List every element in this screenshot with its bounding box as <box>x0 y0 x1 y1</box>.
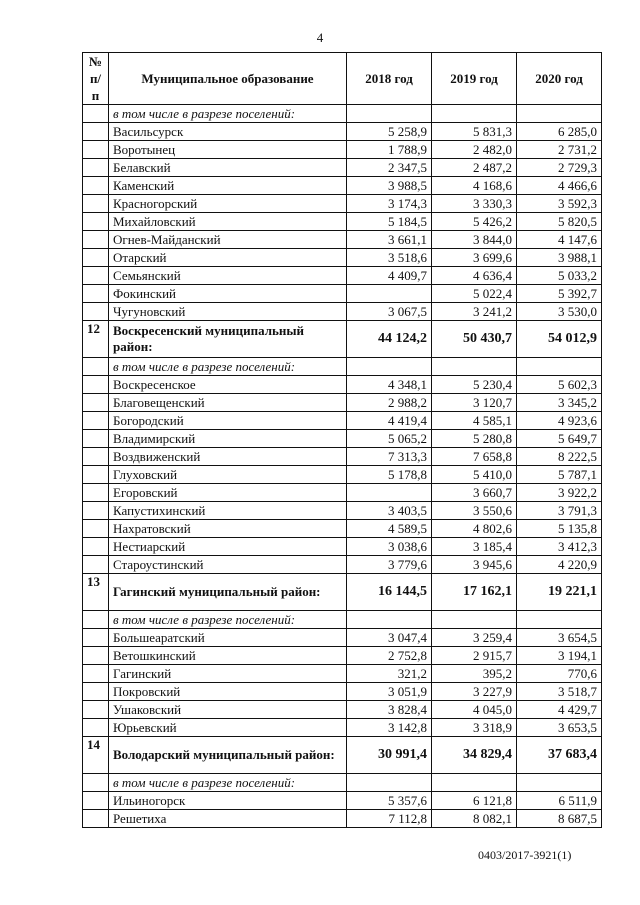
table-row <box>83 810 602 828</box>
row-number <box>83 647 109 665</box>
value-2019: 8 082,1 <box>432 810 517 828</box>
row-name: Егоровский <box>109 484 347 502</box>
value-2018: 44 124,2 <box>347 321 432 358</box>
value-2020: 3 194,1 <box>517 647 602 665</box>
value-2020 <box>517 611 602 629</box>
value-2020: 8 222,5 <box>517 448 602 466</box>
row-name: Староустинский <box>109 556 347 574</box>
value-2019: 2 915,7 <box>432 647 517 665</box>
value-2020: 6 285,0 <box>517 123 602 141</box>
row-name: Гагинский муниципальный район: <box>109 574 347 611</box>
row-number <box>83 303 109 321</box>
table-row <box>83 520 602 538</box>
subheading-row <box>83 358 602 376</box>
value-2020: 3 592,3 <box>517 195 602 213</box>
row-name: Красногорский <box>109 195 347 213</box>
header-2020: 2020 год <box>517 53 602 105</box>
table-row <box>83 502 602 520</box>
row-number <box>83 141 109 159</box>
value-2019: 3 844,0 <box>432 231 517 249</box>
table-row <box>83 683 602 701</box>
value-2018: 7 112,8 <box>347 810 432 828</box>
value-2019: 50 430,7 <box>432 321 517 358</box>
value-2019: 3 185,4 <box>432 538 517 556</box>
value-2019: 3 330,3 <box>432 195 517 213</box>
value-2018: 3 828,4 <box>347 701 432 719</box>
table-row <box>83 123 602 141</box>
value-2019: 5 410,0 <box>432 466 517 484</box>
value-2018: 5 184,5 <box>347 213 432 231</box>
table-row <box>83 285 602 303</box>
value-2020: 3 988,1 <box>517 249 602 267</box>
row-name: в том числе в разрезе поселений: <box>109 774 347 792</box>
row-name: Нахратовский <box>109 520 347 538</box>
table-row <box>83 249 602 267</box>
value-2019 <box>432 774 517 792</box>
header-2018: 2018 год <box>347 53 432 105</box>
value-2019 <box>432 358 517 376</box>
value-2018 <box>347 484 432 502</box>
row-name: Ильиногорск <box>109 792 347 810</box>
table-row <box>83 556 602 574</box>
row-name: Владимирский <box>109 430 347 448</box>
value-2019: 5 426,2 <box>432 213 517 231</box>
row-number <box>83 719 109 737</box>
table-row <box>83 213 602 231</box>
value-2019: 2 487,2 <box>432 159 517 177</box>
value-2019: 4 045,0 <box>432 701 517 719</box>
value-2020: 54 012,9 <box>517 321 602 358</box>
table-row <box>83 195 602 213</box>
value-2019: 17 162,1 <box>432 574 517 611</box>
row-name: Воскресенское <box>109 376 347 394</box>
row-number <box>83 520 109 538</box>
row-number <box>83 484 109 502</box>
value-2019: 3 699,6 <box>432 249 517 267</box>
value-2018 <box>347 105 432 123</box>
table-row <box>83 448 602 466</box>
value-2019: 395,2 <box>432 665 517 683</box>
value-2018: 3 174,3 <box>347 195 432 213</box>
header-name: Муниципальное образование <box>109 53 347 105</box>
row-number <box>83 683 109 701</box>
row-name: Большеаратский <box>109 629 347 647</box>
value-2018 <box>347 611 432 629</box>
row-name: Богородский <box>109 412 347 430</box>
value-2019: 5 230,4 <box>432 376 517 394</box>
value-2018: 4 419,4 <box>347 412 432 430</box>
row-number <box>83 267 109 285</box>
value-2018: 3 518,6 <box>347 249 432 267</box>
page-number: 4 <box>316 30 324 45</box>
value-2018: 5 258,9 <box>347 123 432 141</box>
row-number <box>83 285 109 303</box>
value-2020: 5 602,3 <box>517 376 602 394</box>
table-row <box>83 394 602 412</box>
row-number <box>83 629 109 647</box>
value-2018: 3 988,5 <box>347 177 432 195</box>
table-row <box>83 629 602 647</box>
table-row <box>83 466 602 484</box>
value-2020: 770,6 <box>517 665 602 683</box>
value-2020: 4 466,6 <box>517 177 602 195</box>
value-2018 <box>347 774 432 792</box>
value-2018: 16 144,5 <box>347 574 432 611</box>
row-number <box>83 466 109 484</box>
row-name: Ушаковский <box>109 701 347 719</box>
row-number: 14 <box>83 737 109 774</box>
row-name: Нестиарский <box>109 538 347 556</box>
subheading-row <box>83 611 602 629</box>
row-number <box>83 159 109 177</box>
value-2019: 6 121,8 <box>432 792 517 810</box>
value-2020 <box>517 105 602 123</box>
value-2018: 3 403,5 <box>347 502 432 520</box>
value-2020: 4 429,7 <box>517 701 602 719</box>
row-name: в том числе в разрезе поселений: <box>109 105 347 123</box>
row-number <box>83 394 109 412</box>
value-2018 <box>347 285 432 303</box>
table-row <box>83 376 602 394</box>
row-number <box>83 177 109 195</box>
row-name: Огнев-Майданский <box>109 231 347 249</box>
row-name: Чугуновский <box>109 303 347 321</box>
row-name: Глуховский <box>109 466 347 484</box>
value-2019: 3 259,4 <box>432 629 517 647</box>
table-row <box>83 267 602 285</box>
value-2019: 3 660,7 <box>432 484 517 502</box>
row-name: Благовещенский <box>109 394 347 412</box>
row-number <box>83 430 109 448</box>
value-2019: 3 227,9 <box>432 683 517 701</box>
table-row <box>83 141 602 159</box>
value-2018: 3 661,1 <box>347 231 432 249</box>
value-2018: 2 752,8 <box>347 647 432 665</box>
value-2019: 3 318,9 <box>432 719 517 737</box>
row-name: в том числе в разрезе поселений: <box>109 358 347 376</box>
table-row <box>83 430 602 448</box>
row-number <box>83 358 109 376</box>
value-2018: 7 313,3 <box>347 448 432 466</box>
district-row <box>83 321 602 358</box>
row-name: Воротынец <box>109 141 347 159</box>
value-2019: 4 585,1 <box>432 412 517 430</box>
value-2018: 4 589,5 <box>347 520 432 538</box>
value-2018: 30 991,4 <box>347 737 432 774</box>
value-2018: 321,2 <box>347 665 432 683</box>
table-row <box>83 665 602 683</box>
value-2020: 5 392,7 <box>517 285 602 303</box>
value-2018: 3 067,5 <box>347 303 432 321</box>
row-name: Фокинский <box>109 285 347 303</box>
value-2019: 34 829,4 <box>432 737 517 774</box>
row-number <box>83 701 109 719</box>
budget-table <box>82 52 602 828</box>
value-2018: 3 047,4 <box>347 629 432 647</box>
value-2020: 5 649,7 <box>517 430 602 448</box>
value-2020 <box>517 358 602 376</box>
value-2018: 4 409,7 <box>347 267 432 285</box>
value-2020: 37 683,4 <box>517 737 602 774</box>
row-number <box>83 665 109 683</box>
value-2020: 2 731,2 <box>517 141 602 159</box>
value-2019 <box>432 105 517 123</box>
district-row <box>83 574 602 611</box>
value-2020: 3 922,2 <box>517 484 602 502</box>
document-code: 0403/2017-3921(1) <box>478 848 572 862</box>
value-2019 <box>432 611 517 629</box>
table-row <box>83 792 602 810</box>
table-header-row <box>83 53 602 105</box>
row-number <box>83 249 109 267</box>
value-2020: 6 511,9 <box>517 792 602 810</box>
value-2020: 5 033,2 <box>517 267 602 285</box>
row-number: 13 <box>83 574 109 611</box>
row-name: Воскресенский муниципальный район: <box>109 321 347 358</box>
row-number <box>83 213 109 231</box>
row-number <box>83 123 109 141</box>
header-2019: 2019 год <box>432 53 517 105</box>
table-row <box>83 231 602 249</box>
header-num: № п/п <box>83 53 109 105</box>
row-number <box>83 195 109 213</box>
value-2020: 2 729,3 <box>517 159 602 177</box>
row-number <box>83 556 109 574</box>
row-number <box>83 611 109 629</box>
value-2020: 4 147,6 <box>517 231 602 249</box>
row-name: Михайловский <box>109 213 347 231</box>
value-2019: 2 482,0 <box>432 141 517 159</box>
row-number <box>83 792 109 810</box>
value-2018: 4 348,1 <box>347 376 432 394</box>
table-row <box>83 701 602 719</box>
value-2019: 3 120,7 <box>432 394 517 412</box>
value-2020: 3 654,5 <box>517 629 602 647</box>
district-row <box>83 737 602 774</box>
value-2020: 4 220,9 <box>517 556 602 574</box>
value-2020: 8 687,5 <box>517 810 602 828</box>
table-row <box>83 177 602 195</box>
value-2020: 5 787,1 <box>517 466 602 484</box>
value-2019: 3 550,6 <box>432 502 517 520</box>
value-2018: 2 347,5 <box>347 159 432 177</box>
row-name: Володарский муниципальный район: <box>109 737 347 774</box>
value-2018: 3 051,9 <box>347 683 432 701</box>
row-number <box>83 231 109 249</box>
row-number <box>83 448 109 466</box>
value-2019: 3 241,2 <box>432 303 517 321</box>
row-name: Воздвиженский <box>109 448 347 466</box>
value-2018: 3 038,6 <box>347 538 432 556</box>
table-row <box>83 538 602 556</box>
row-number <box>83 538 109 556</box>
value-2020: 3 345,2 <box>517 394 602 412</box>
value-2019: 3 945,6 <box>432 556 517 574</box>
value-2020: 5 135,8 <box>517 520 602 538</box>
value-2020: 5 820,5 <box>517 213 602 231</box>
value-2019: 5 280,8 <box>432 430 517 448</box>
value-2019: 4 168,6 <box>432 177 517 195</box>
row-name: Покровский <box>109 683 347 701</box>
row-number <box>83 412 109 430</box>
value-2020: 3 412,3 <box>517 538 602 556</box>
value-2018: 3 779,6 <box>347 556 432 574</box>
value-2018: 3 142,8 <box>347 719 432 737</box>
subheading-row <box>83 774 602 792</box>
value-2020: 3 791,3 <box>517 502 602 520</box>
table-row <box>83 412 602 430</box>
row-name: Решетиха <box>109 810 347 828</box>
value-2020: 3 653,5 <box>517 719 602 737</box>
table-row <box>83 647 602 665</box>
table-row <box>83 719 602 737</box>
row-name: Каменский <box>109 177 347 195</box>
subheading-row <box>83 105 602 123</box>
value-2018: 1 788,9 <box>347 141 432 159</box>
row-name: в том числе в разрезе поселений: <box>109 611 347 629</box>
row-number: 12 <box>83 321 109 358</box>
table-row <box>83 159 602 177</box>
row-name: Ветошкинский <box>109 647 347 665</box>
row-name: Васильсурск <box>109 123 347 141</box>
value-2018: 5 065,2 <box>347 430 432 448</box>
row-name: Белавский <box>109 159 347 177</box>
value-2018: 2 988,2 <box>347 394 432 412</box>
value-2019: 4 636,4 <box>432 267 517 285</box>
row-name: Семьянский <box>109 267 347 285</box>
table-body <box>83 105 602 828</box>
value-2020: 3 530,0 <box>517 303 602 321</box>
table-row <box>83 303 602 321</box>
value-2020 <box>517 774 602 792</box>
value-2020: 4 923,6 <box>517 412 602 430</box>
row-name: Капустихинский <box>109 502 347 520</box>
row-name: Юрьевский <box>109 719 347 737</box>
value-2019: 4 802,6 <box>432 520 517 538</box>
value-2020: 3 518,7 <box>517 683 602 701</box>
row-name: Отарский <box>109 249 347 267</box>
value-2019: 5 022,4 <box>432 285 517 303</box>
value-2020: 19 221,1 <box>517 574 602 611</box>
row-number <box>83 502 109 520</box>
value-2019: 7 658,8 <box>432 448 517 466</box>
value-2018: 5 178,8 <box>347 466 432 484</box>
row-number <box>83 105 109 123</box>
table-row <box>83 484 602 502</box>
row-number <box>83 810 109 828</box>
value-2019: 5 831,3 <box>432 123 517 141</box>
value-2018 <box>347 358 432 376</box>
row-name: Гагинский <box>109 665 347 683</box>
value-2018: 5 357,6 <box>347 792 432 810</box>
row-number <box>83 376 109 394</box>
row-number <box>83 774 109 792</box>
